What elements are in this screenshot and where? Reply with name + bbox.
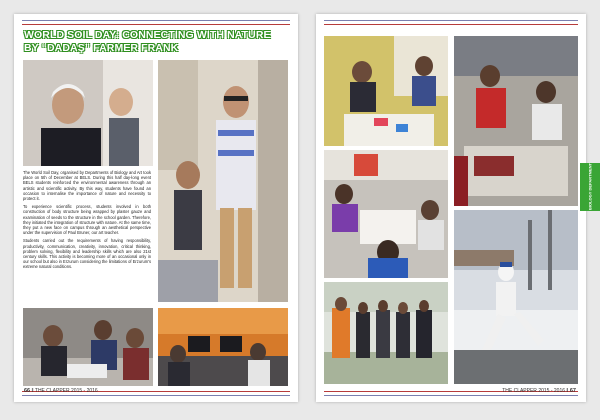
photo-students-working-floor	[23, 308, 153, 386]
article-paragraph: The World Soil Day, organised by Departments of Biology and Art took place on 5th of December at BELS. During this half day-long event BELS students reinforced the environmental awareness through an artistic and scientific activity. By this way, students have found an occasion to internalise the importance of nature and necessity to protect it.	[23, 170, 151, 202]
photo-students-on-floor	[454, 36, 578, 206]
article-paragraph: To experience scientific process, students involved in both construction of body structure being wrapped by plaster gauze and examination of seeds to the structure in the school garden. Therefore, they initiated the integration of structure with nature. At the same time, they put a new face on campus through an aesthetical perspective under the supervision of Paul Bruner, our art teacher.	[23, 204, 151, 236]
magazine-years: 2015 - 2016	[71, 388, 98, 394]
magazine-name: THE CLAPPER	[502, 388, 537, 394]
photo-plaster-figure-in-snow	[454, 210, 578, 384]
photo-painting-activity	[324, 36, 448, 146]
top-rule	[22, 20, 290, 25]
article-body	[23, 170, 151, 320]
page-number: 66	[24, 388, 31, 394]
photo-group-outdoor	[324, 282, 448, 384]
page-footer: THE CLAPPER 2015 - 2016 ǁ 67	[502, 388, 576, 394]
photo-computer-lab	[158, 308, 288, 386]
department-tab: BIOLOGY DEPARTMENT	[580, 163, 600, 211]
magazine-name: THE CLAPPER	[34, 388, 70, 394]
article-title: WORLD SOIL DAY: CONNECTING WITH NATURE BY “DADAŞ” FARMER FRANK	[24, 29, 271, 54]
top-rule	[324, 20, 578, 25]
photo-student-plaster-head	[23, 60, 153, 166]
photo-plaster-body-cast	[158, 60, 288, 302]
magazine-years: 2015 - 2016	[538, 388, 566, 394]
photo-plaster-on-tables	[324, 150, 448, 278]
article-paragraph: Students carried out the requirements of having responsibility, productivity, communication, creativity, innovation, critical thinking, problem solving, flexibility and leadership skills which are also 21st century skills. This activity is becoming more of an occasional only in our school but also in Erzurum considering the limitations of Erzurum's extreme natural conditions.	[23, 238, 151, 270]
page-number: 67	[569, 388, 576, 394]
right-page	[316, 14, 586, 402]
left-page	[14, 14, 298, 402]
page-footer: 66 ǁ THE CLAPPER 2015 - 2016	[24, 388, 98, 394]
